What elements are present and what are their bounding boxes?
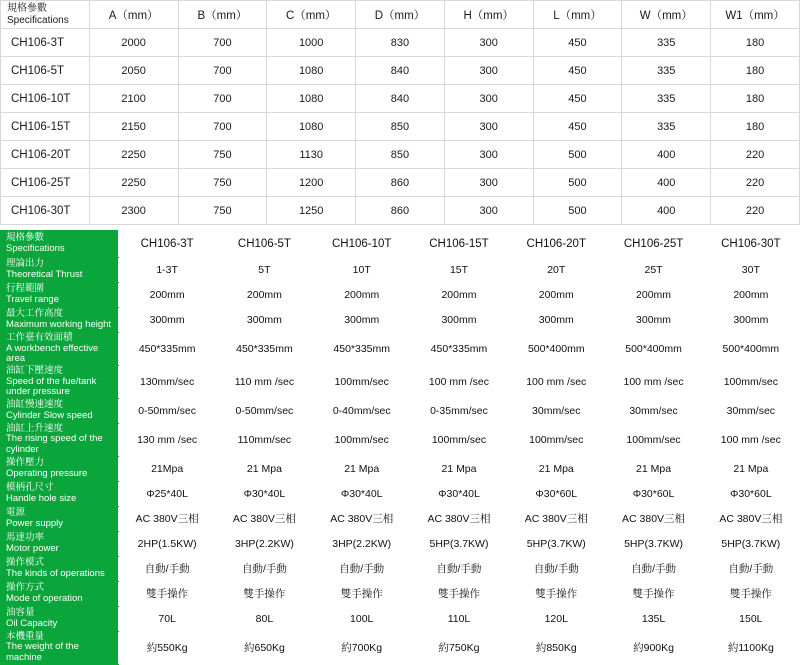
spec-row-cylinder-down-speed xyxy=(1,365,800,398)
spec-row-label-en: Cylinder Slow speed xyxy=(6,409,93,421)
spec-row-label-cn: 馬達功率 xyxy=(6,532,45,543)
spec-row-travel-range xyxy=(1,283,800,308)
spec-cell: 5HP(3.7KW) xyxy=(508,531,605,556)
dimensions-spec-header-cn: 規格參數 xyxy=(7,3,47,14)
table-cell: 450 xyxy=(533,113,622,141)
table-cell: 700 xyxy=(178,29,267,57)
spec-cell: 100mm/sec xyxy=(313,365,410,398)
table-cell: 180 xyxy=(711,85,800,113)
spec-cell: 21Mpa xyxy=(119,456,216,481)
table-row xyxy=(1,29,800,57)
spec-cell: 200mm xyxy=(216,283,313,308)
spec-cell: 70L xyxy=(119,606,216,631)
spec-cell: 450*335mm xyxy=(410,333,507,366)
spec-cell: 21 Mpa xyxy=(410,456,507,481)
table-cell: 1080 xyxy=(267,113,356,141)
spec-cell: 自動/手動 xyxy=(605,556,702,581)
spec-cell: 雙手操作 xyxy=(313,581,410,606)
table-cell: 830 xyxy=(356,29,445,57)
table-row xyxy=(1,57,800,85)
spec-cell: 300mm xyxy=(508,308,605,333)
table-cell: 180 xyxy=(711,113,800,141)
spec-row-label-cn: 操作模式 xyxy=(6,557,45,568)
table-cell: 1250 xyxy=(267,197,356,225)
spec-row-label-cn: 工作臺有效面積 xyxy=(6,332,73,343)
spec-cell: 0-40mm/sec xyxy=(313,398,410,423)
spec-cell: 110L xyxy=(410,606,507,631)
spec-model-header: CH106-3T xyxy=(119,231,216,258)
table-cell: 860 xyxy=(356,169,445,197)
table-cell: 1080 xyxy=(267,85,356,113)
table-cell: 2050 xyxy=(89,57,178,85)
table-cell: 750 xyxy=(178,141,267,169)
dimensions-header-row xyxy=(1,1,800,29)
model-name: CH106-30T xyxy=(1,197,90,225)
spec-row-mode-of-operation xyxy=(1,581,800,606)
spec-cell: 0-50mm/sec xyxy=(119,398,216,423)
spec-cell: 21 Mpa xyxy=(702,456,799,481)
table-cell: 335 xyxy=(622,57,711,85)
table-cell: 400 xyxy=(622,141,711,169)
spec-row-label-cn: 電源 xyxy=(6,507,26,518)
spec-row-label-cn: 行程範圍 xyxy=(6,283,45,295)
spec-cell: 21 Mpa xyxy=(508,456,605,481)
spec-row-label-cn: 油容量 xyxy=(6,607,35,618)
spec-cell: 自動/手動 xyxy=(702,556,799,581)
spec-cell: Φ30*60L xyxy=(605,481,702,506)
spec-cell: 1-3T xyxy=(119,258,216,283)
spec-row-label xyxy=(1,398,119,423)
specification-table xyxy=(0,230,800,665)
spec-cell: 3HP(2.2KW) xyxy=(216,531,313,556)
model-name: CH106-10T xyxy=(1,85,90,113)
table-cell: 220 xyxy=(711,169,800,197)
dimensions-column-header: H（mm） xyxy=(444,1,533,29)
dimensions-column-header: C（mm） xyxy=(267,1,356,29)
spec-row-label xyxy=(1,423,119,456)
spec-model-header: CH106-20T xyxy=(508,231,605,258)
dimensions-column-header: W（mm） xyxy=(622,1,711,29)
spec-cell: Φ30*60L xyxy=(508,481,605,506)
spec-row-label-cn: 油缸下壓速度 xyxy=(6,364,64,376)
table-cell: 1000 xyxy=(267,29,356,57)
spec-cell: 450*335mm xyxy=(216,333,313,366)
dimensions-column-header: D（mm） xyxy=(356,1,445,29)
spec-cell: 130mm/sec xyxy=(119,365,216,398)
spec-row-label-en: The kinds of operations xyxy=(6,567,105,579)
table-cell: 450 xyxy=(533,85,622,113)
spec-row-power-supply xyxy=(1,506,800,531)
spec-cell: AC 380V三相 xyxy=(410,506,507,531)
spec-cell: 約900Kg xyxy=(605,631,702,664)
spec-row-label xyxy=(1,556,119,581)
spec-cell: 300mm xyxy=(605,308,702,333)
table-cell: 450 xyxy=(533,29,622,57)
spec-row-label-cn: 本機重量 xyxy=(6,630,45,642)
table-cell: 1200 xyxy=(267,169,356,197)
spec-cell: AC 380V三相 xyxy=(605,506,702,531)
spec-cell: 30T xyxy=(702,258,799,283)
table-cell: 2000 xyxy=(89,29,178,57)
spec-row-label xyxy=(1,581,119,606)
spec-cell: 135L xyxy=(605,606,702,631)
spec-cell: 約1100Kg xyxy=(702,631,799,664)
spec-cell: 500*400mm xyxy=(605,333,702,366)
table-cell: 300 xyxy=(444,85,533,113)
spec-row-label-cn: 油缸上升速度 xyxy=(6,422,64,434)
spec-cell: 0-35mm/sec xyxy=(410,398,507,423)
model-name: CH106-3T xyxy=(1,29,90,57)
spec-cell: 80L xyxy=(216,606,313,631)
spec-row-motor-power xyxy=(1,531,800,556)
spec-row-label-en: Handle hole size xyxy=(6,492,77,504)
spec-cell: 200mm xyxy=(702,283,799,308)
table-cell: 400 xyxy=(622,197,711,225)
table-cell: 700 xyxy=(178,113,267,141)
table-cell: 335 xyxy=(622,29,711,57)
dimensions-column-header: A（mm） xyxy=(89,1,178,29)
spec-cell: 300mm xyxy=(702,308,799,333)
spec-cell: 自動/手動 xyxy=(508,556,605,581)
spec-cell: 雙手操作 xyxy=(410,581,507,606)
spec-row-label-cn: 操作壓力 xyxy=(6,457,45,468)
spec-row-label xyxy=(1,606,119,631)
spec-cell: AC 380V三相 xyxy=(313,506,410,531)
spec-table-wrapper xyxy=(0,230,800,665)
spec-row-label-en: Theoretical Thrust xyxy=(6,269,83,280)
table-cell: 300 xyxy=(444,169,533,197)
spec-cell: 25T xyxy=(605,258,702,283)
spec-cell: 110mm/sec xyxy=(216,423,313,456)
table-cell: 500 xyxy=(533,197,622,225)
spec-row-label-en: A workbench effective area xyxy=(6,342,99,365)
table-cell: 700 xyxy=(178,85,267,113)
table-cell: 300 xyxy=(444,113,533,141)
spec-cell: 雙手操作 xyxy=(216,581,313,606)
spec-row-machine-weight xyxy=(1,631,800,664)
spec-row-max-working-height xyxy=(1,308,800,333)
table-cell: 860 xyxy=(356,197,445,225)
spec-model-header: CH106-15T xyxy=(410,231,507,258)
spec-model-header: CH106-5T xyxy=(216,231,313,258)
dimensions-column-header: B（mm） xyxy=(178,1,267,29)
spec-cell: 300mm xyxy=(410,308,507,333)
spec-row-label-en: Power supply xyxy=(6,517,64,529)
table-cell: 500 xyxy=(533,141,622,169)
spec-row-label-en: Travel range xyxy=(6,294,59,305)
table-cell: 2250 xyxy=(89,169,178,197)
table-cell: 1080 xyxy=(267,57,356,85)
table-cell: 220 xyxy=(711,141,800,169)
spec-cell: AC 380V三相 xyxy=(702,506,799,531)
spec-cell: 5T xyxy=(216,258,313,283)
spec-cell: 0-50mm/sec xyxy=(216,398,313,423)
spec-header-label-cn: 規格參數 xyxy=(6,232,45,244)
table-cell: 180 xyxy=(711,57,800,85)
spec-cell: 200mm xyxy=(605,283,702,308)
spec-cell: 30mm/sec xyxy=(508,398,605,423)
spec-cell: 15T xyxy=(410,258,507,283)
spec-cell: Φ30*40L xyxy=(313,481,410,506)
table-cell: 300 xyxy=(444,197,533,225)
table-row xyxy=(1,169,800,197)
spec-model-header: CH106-25T xyxy=(605,231,702,258)
spec-cell: AC 380V三相 xyxy=(508,506,605,531)
spec-cell: 約650Kg xyxy=(216,631,313,664)
table-cell: 750 xyxy=(178,169,267,197)
spec-row-label xyxy=(1,631,119,664)
spec-cell: 雙手操作 xyxy=(702,581,799,606)
table-cell: 335 xyxy=(622,113,711,141)
spec-cell: 300mm xyxy=(119,308,216,333)
spec-row-cylinder-rising-speed xyxy=(1,423,800,456)
spec-row-label xyxy=(1,333,119,366)
table-cell: 500 xyxy=(533,169,622,197)
spec-cell: 450*335mm xyxy=(313,333,410,366)
table-cell: 840 xyxy=(356,57,445,85)
spec-cell: 約750Kg xyxy=(410,631,507,664)
spec-cell: 21 Mpa xyxy=(216,456,313,481)
spec-row-label-cn: 操作方式 xyxy=(6,582,45,593)
spec-cell: 雙手操作 xyxy=(508,581,605,606)
table-row xyxy=(1,141,800,169)
spec-header-row xyxy=(1,231,800,258)
table-cell: 335 xyxy=(622,85,711,113)
table-cell: 840 xyxy=(356,85,445,113)
spec-cell: 自動/手動 xyxy=(216,556,313,581)
spec-cell: 300mm xyxy=(313,308,410,333)
spec-header-label-en: Specifications xyxy=(6,243,65,254)
dimensions-spec-header xyxy=(1,1,90,29)
model-name: CH106-15T xyxy=(1,113,90,141)
spec-cell: 5HP(3.7KW) xyxy=(605,531,702,556)
spec-cell: 100 mm /sec xyxy=(410,365,507,398)
spec-header-label xyxy=(1,231,119,258)
spec-cell: 100 mm /sec xyxy=(702,423,799,456)
spec-row-label xyxy=(1,506,119,531)
spec-row-label xyxy=(1,308,119,333)
spec-cell: 2HP(1.5KW) xyxy=(119,531,216,556)
spec-cell: 500*400mm xyxy=(702,333,799,366)
spec-cell: 100mm/sec xyxy=(508,423,605,456)
spec-cell: 自動/手動 xyxy=(119,556,216,581)
dimensions-column-header: L（mm） xyxy=(533,1,622,29)
spec-cell: 100mm/sec xyxy=(605,423,702,456)
spec-row-label xyxy=(1,531,119,556)
dimensions-spec-header-en: Specifications xyxy=(7,14,69,26)
spec-cell: 約850Kg xyxy=(508,631,605,664)
spec-cell: 450*335mm xyxy=(119,333,216,366)
table-row xyxy=(1,85,800,113)
spec-cell: 10T xyxy=(313,258,410,283)
spec-cell: 200mm xyxy=(410,283,507,308)
spec-row-cylinder-slow-speed xyxy=(1,398,800,423)
spec-row-label-cn: 理論出力 xyxy=(6,258,45,270)
spec-cell: 約550Kg xyxy=(119,631,216,664)
dimensions-column-header: W1（mm） xyxy=(711,1,800,29)
spec-cell: 120L xyxy=(508,606,605,631)
spec-cell: 130 mm /sec xyxy=(119,423,216,456)
table-row xyxy=(1,197,800,225)
spec-row-kinds-of-operations xyxy=(1,556,800,581)
spec-row-oil-capacity xyxy=(1,606,800,631)
spec-cell: 110 mm /sec xyxy=(216,365,313,398)
spec-cell: 雙手操作 xyxy=(119,581,216,606)
spec-cell: 100 mm /sec xyxy=(605,365,702,398)
spec-row-label xyxy=(1,365,119,398)
spec-row-theoretical-thrust xyxy=(1,258,800,283)
spec-model-header: CH106-10T xyxy=(313,231,410,258)
spec-cell: 200mm xyxy=(508,283,605,308)
spec-cell: Φ30*40L xyxy=(216,481,313,506)
dimensions-table xyxy=(0,0,800,225)
spec-row-label xyxy=(1,456,119,481)
spec-row-label-cn: 模柄孔尺寸 xyxy=(6,482,54,493)
spec-cell: 30mm/sec xyxy=(605,398,702,423)
spec-cell: 21 Mpa xyxy=(605,456,702,481)
spec-cell: 3HP(2.2KW) xyxy=(313,531,410,556)
spec-cell: 21 Mpa xyxy=(313,456,410,481)
spec-row-label-cn: 最大工作高度 xyxy=(6,308,64,320)
spec-cell: 5HP(3.7KW) xyxy=(702,531,799,556)
table-cell: 2300 xyxy=(89,197,178,225)
spec-row-label-en: Maximum working height xyxy=(6,319,112,330)
table-cell: 300 xyxy=(444,29,533,57)
table-cell: 450 xyxy=(533,57,622,85)
spec-cell: 100mm/sec xyxy=(410,423,507,456)
spec-row-label-en: Motor power xyxy=(6,542,59,554)
table-cell: 2100 xyxy=(89,85,178,113)
specification-table-body xyxy=(1,231,800,665)
table-cell: 300 xyxy=(444,141,533,169)
spec-row-label-en: The rising speed of the cylinder xyxy=(6,433,103,455)
table-cell: 300 xyxy=(444,57,533,85)
table-cell: 700 xyxy=(178,57,267,85)
spec-row-label xyxy=(1,481,119,506)
spec-cell: 200mm xyxy=(313,283,410,308)
table-cell: 750 xyxy=(178,197,267,225)
spec-cell: 500*400mm xyxy=(508,333,605,366)
table-cell: 220 xyxy=(711,197,800,225)
spec-cell: 30mm/sec xyxy=(702,398,799,423)
spec-cell: 100mm/sec xyxy=(702,365,799,398)
spec-row-label-en: The weight of the machine xyxy=(6,641,79,663)
spec-cell: 150L xyxy=(702,606,799,631)
table-cell: 2250 xyxy=(89,141,178,169)
spec-cell: 約700Kg xyxy=(313,631,410,664)
spec-cell: 5HP(3.7KW) xyxy=(410,531,507,556)
spec-cell: Φ25*40L xyxy=(119,481,216,506)
spec-row-label-en: Mode of operation xyxy=(6,592,83,604)
table-cell: 2150 xyxy=(89,113,178,141)
spec-cell: Φ30*40L xyxy=(410,481,507,506)
spec-row-label-en: Oil Capacity xyxy=(6,617,58,629)
model-name: CH106-20T xyxy=(1,141,90,169)
spec-row-label-cn: 油缸慢速速度 xyxy=(6,399,64,411)
spec-cell: 100L xyxy=(313,606,410,631)
table-cell: 850 xyxy=(356,113,445,141)
spec-model-header: CH106-30T xyxy=(702,231,799,258)
spec-cell: AC 380V三相 xyxy=(216,506,313,531)
spec-cell: 100mm/sec xyxy=(313,423,410,456)
spec-row-label-en: Operating pressure xyxy=(6,467,88,479)
spec-row-label xyxy=(1,283,119,308)
spec-cell: 雙手操作 xyxy=(605,581,702,606)
spec-cell: 20T xyxy=(508,258,605,283)
table-cell: 180 xyxy=(711,29,800,57)
spec-cell: AC 380V三相 xyxy=(119,506,216,531)
spec-row-label xyxy=(1,258,119,283)
spec-row-handle-hole-size xyxy=(1,481,800,506)
spec-cell: 100 mm /sec xyxy=(508,365,605,398)
spec-cell: 300mm xyxy=(216,308,313,333)
table-row xyxy=(1,113,800,141)
spec-cell: 200mm xyxy=(119,283,216,308)
spec-row-label-en: Speed of the fue/tank under pressure xyxy=(6,375,97,398)
spec-cell: 自動/手動 xyxy=(313,556,410,581)
table-cell: 1130 xyxy=(267,141,356,169)
spec-cell: Φ30*60L xyxy=(702,481,799,506)
model-name: CH106-25T xyxy=(1,169,90,197)
dimensions-table-body xyxy=(1,1,800,225)
spec-cell: 自動/手動 xyxy=(410,556,507,581)
table-cell: 850 xyxy=(356,141,445,169)
model-name: CH106-5T xyxy=(1,57,90,85)
spec-row-workbench-area xyxy=(1,333,800,366)
table-cell: 400 xyxy=(622,169,711,197)
spec-row-operating-pressure xyxy=(1,456,800,481)
